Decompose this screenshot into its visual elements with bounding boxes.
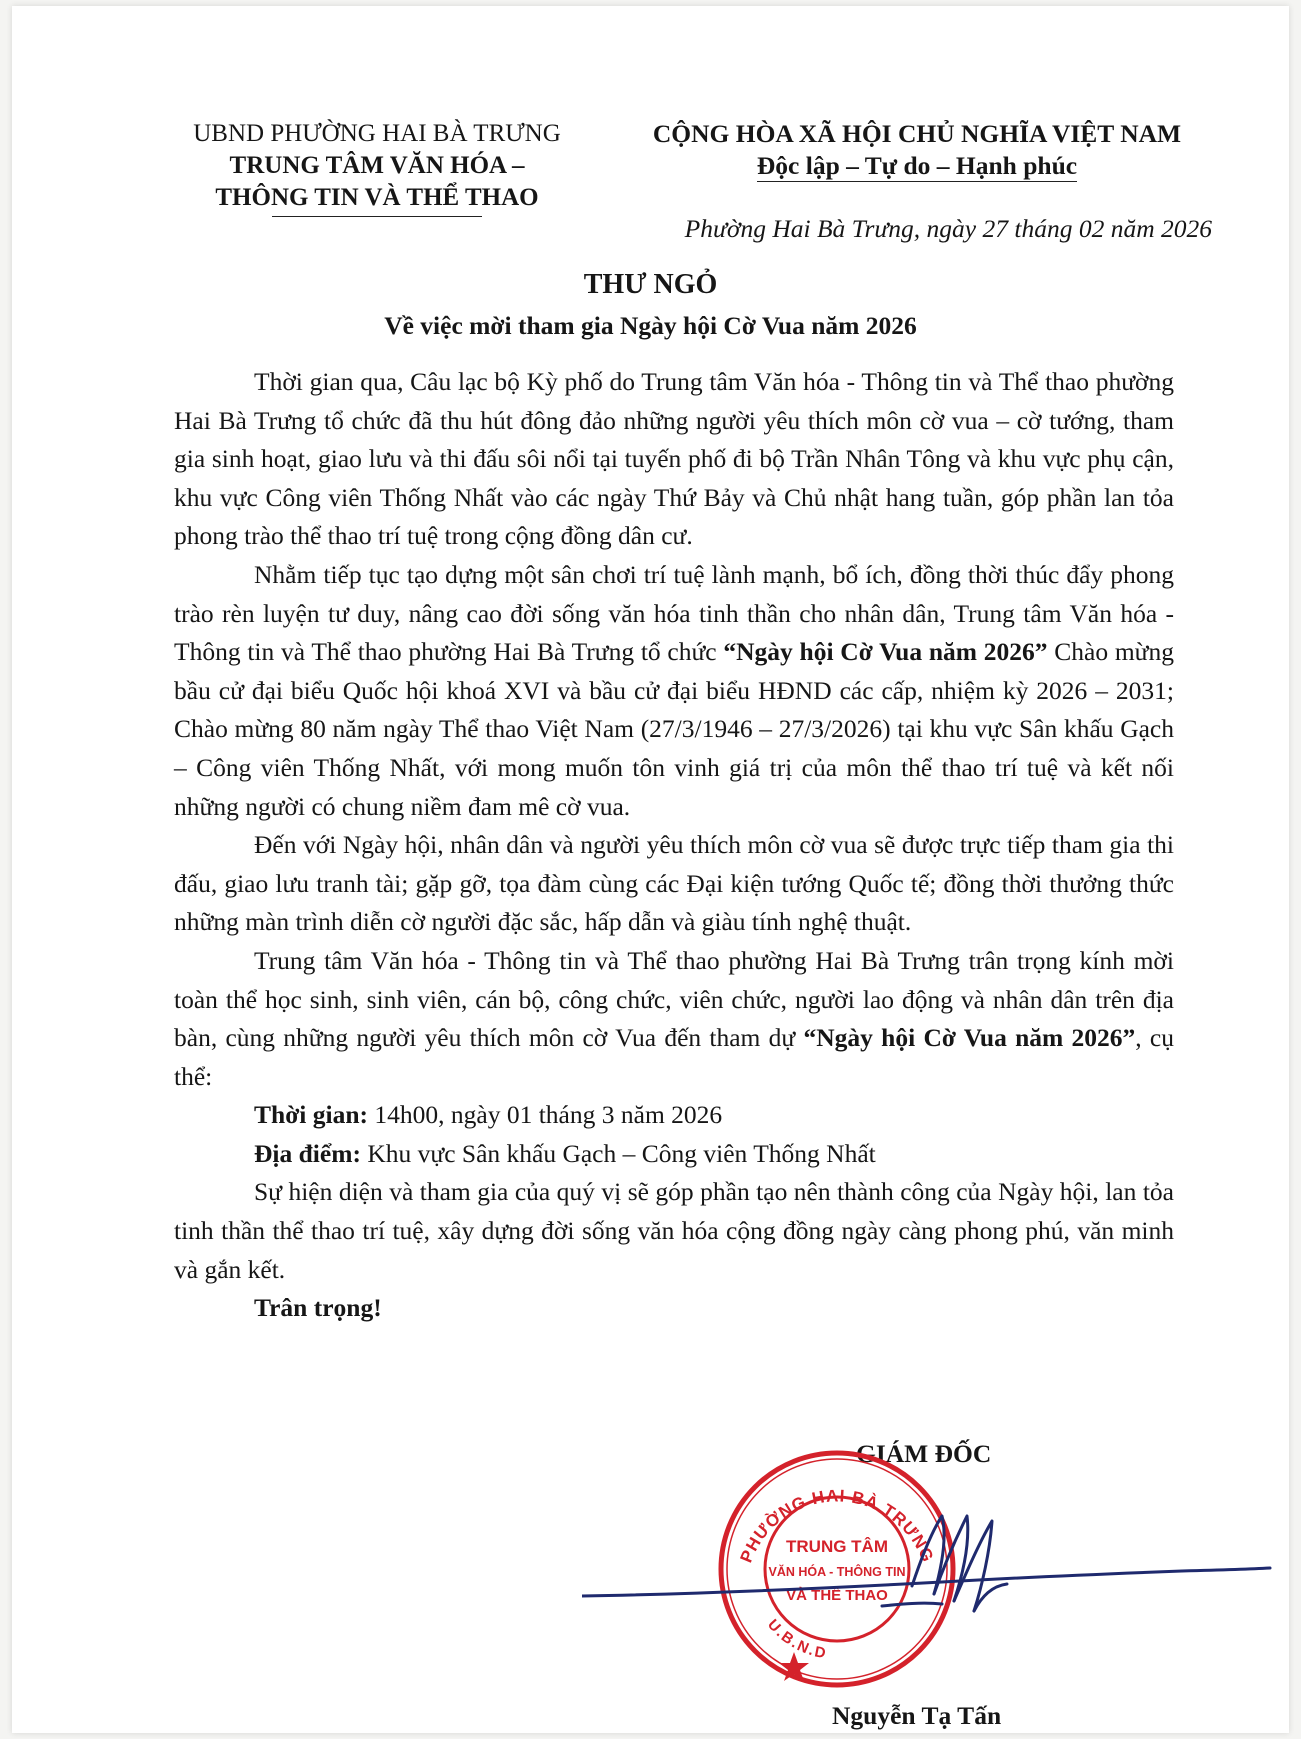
event-name-bold-2: “Ngày hội Cờ Vua năm 2026” (803, 1023, 1136, 1053)
national-motto: Độc lập – Tự do – Hạnh phúc (756, 151, 1078, 180)
handwritten-signature-icon (582, 1476, 1272, 1666)
org-line-3: THÔNG TIN VÀ THỂ THAO (215, 184, 539, 211)
svg-text:TRUNG TÂM: TRUNG TÂM (786, 1537, 888, 1556)
time-value: 14h00, ngày 01 tháng 3 năm 2026 (368, 1100, 723, 1130)
paragraph-2-text-c: Chào mừng bầu cử đại biểu Quốc hội khoá XVI và bầu cử đại biểu HĐND các cấp, nhiệm kỳ 2026 – 2031; Chào mừng 80 năm ngày Thể thao Việt Nam (27/3/1946 – 27/3/2026) tại khu vực Sân khấu Gạch – Công viên Thống Nhất, với mong muốn tôn vinh giá trị của môn thể thao trí tuệ và kết nối những người có chung niềm đam mê cờ vua. (174, 637, 1174, 821)
org-underline (272, 216, 482, 217)
paragraph-2-text-a: Nhằm tiếp tục tạo dựng một sân chơi trí tuệ lành mạnh, bổ ích, đồng thời thúc đẩy phong trào rèn luyện tư duy, nâng cao đời sống văn hóa tinh thần cho nhân dân, Trung tâm Văn hóa - Thông tin và Thể thao phường Hai Bà Trưng tổ chức (174, 559, 1174, 667)
nation-name: CỘNG HÒA XÃ HỘI CHỦ NGHĨA VIỆT NAM (652, 119, 1182, 148)
event-place (174, 1135, 1174, 1174)
signer-position: GIÁM ĐỐC (856, 1439, 992, 1468)
closing (174, 1289, 1174, 1328)
svg-text:VĂN HÓA - THÔNG TIN: VĂN HÓA - THÔNG TIN (768, 1565, 906, 1579)
paragraph-4-text-c: , cụ thể: (174, 1023, 1174, 1091)
paragraph-4-text-a: Trung tâm Văn hóa - Thông tin và Thể thao phường Hai Bà Trưng trân trọng kính mời toàn thể học sinh, sinh viên, cán bộ, công chức, viên chức, người lao động và nhân dân trên địa bàn, cùng những người yêu thích môn cờ Vua đến tham dự (174, 945, 1174, 1053)
svg-text:U.B.N.D: U.B.N.D (764, 1616, 829, 1663)
event-time (174, 1096, 1174, 1135)
document-title: THƯ NGỎ (583, 269, 718, 300)
time-label: Thời gian: (254, 1100, 369, 1130)
issuing-organization (167, 118, 587, 217)
place-label: Địa điểm: (254, 1138, 361, 1168)
closing-text: Trân trọng! (254, 1293, 382, 1323)
paragraph-2 (174, 556, 1174, 826)
paragraph-1: Thời gian qua, Câu lạc bộ Kỳ phố do Trung tâm Văn hóa - Thông tin và Thể thao phường Hai Bà Trưng tổ chức đã thu hút đông đảo những người yêu thích môn cờ vua – cờ tướng, tham gia sinh hoạt, giao lưu và thi đấu sôi nổi tại tuyến phố đi bộ Trần Nhân Tông và khu vực phụ cận, khu vực Công viên Thống Nhất vào các ngày Thứ Bảy và Chủ nhật hang tuần, góp phần lan tỏa phong trào thể thao trí tuệ trong cộng đồng dân cư. (174, 367, 1174, 551)
paragraph-5: Sự hiện diện và tham gia của quý vị sẽ góp phần tạo nên thành công của Ngày hội, lan tỏa tinh thần thể thao trí tuệ, xây dựng đời sống văn hóa cộng đồng ngày càng phong phú, văn minh và gắn kết. (174, 1177, 1174, 1284)
svg-text:PHƯỜNG HAI BÀ TRƯNG: PHƯỜNG HAI BÀ TRƯNG (736, 1486, 938, 1566)
dateline: Phường Hai Bà Trưng, ngày 27 tháng 02 năm 2026 (684, 214, 1212, 243)
svg-text:VÀ THỂ THAO: VÀ THỂ THAO (786, 1587, 888, 1604)
org-line-2: TRUNG TÂM VĂN HÓA – (229, 152, 525, 179)
paragraph-4 (174, 942, 1174, 1096)
national-heading (627, 118, 1207, 182)
event-name-bold: “Ngày hội Cờ Vua năm 2026” (723, 637, 1048, 667)
org-line-1: UBND PHƯỜNG HAI BÀ TRƯNG (193, 120, 561, 147)
place-value: Khu vực Sân khấu Gạch – Công viên Thống Nhất (360, 1138, 876, 1168)
document-subtitle: Về việc mời tham gia Ngày hội Cờ Vua năm 2026 (384, 311, 917, 340)
paragraph-3: Đến với Ngày hội, nhân dân và người yêu thích môn cờ vua sẽ được trực tiếp tham gia thi đấu, giao lưu tranh tài; gặp gỡ, tọa đàm cùng các Đại kiện tướng Quốc tế; đồng thời thưởng thức những màn trình diễn cờ người đặc sắc, hấp dẫn và giàu tính nghệ thuật. (174, 830, 1174, 937)
letter-page (12, 6, 1289, 1733)
signer-name: Nguyễn Tạ Tấn (832, 1701, 1002, 1730)
letter-body (174, 363, 1174, 1328)
